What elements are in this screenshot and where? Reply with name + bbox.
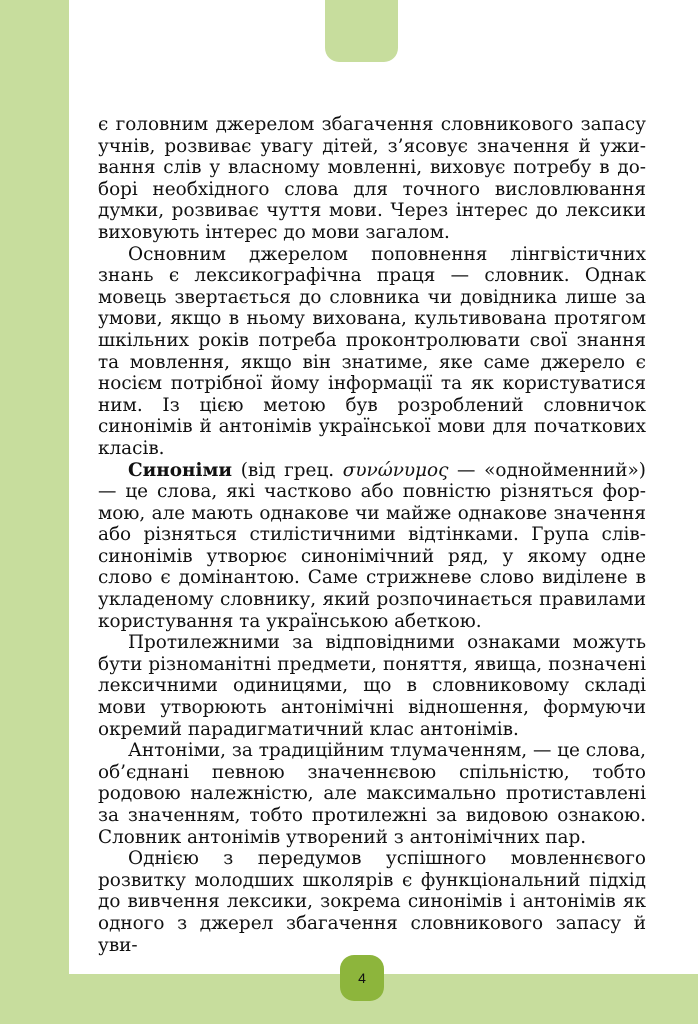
top-tab-decoration bbox=[325, 0, 398, 62]
body-text bbox=[98, 114, 646, 956]
paragraph-synonyms bbox=[98, 460, 646, 633]
term-synonyms: Синоніми bbox=[128, 459, 233, 481]
paragraph-opposites: Протилежними за відповідними ознаками можуть бути різноманітні предмети, поняття, явища, позначені лексичними одиницями, що в словниковому складі мови утворюють антонімічні відношення, формуючи окремий парадигматичний клас антонімів. bbox=[98, 632, 646, 740]
paragraph-continuation: є головним джерелом збагачення словникового запасу учнів, розвиває увагу дітей, з’ясовує значення й уживання слів у власному мовленні, виховує потребу в доборі необхідного слова для точного висловлювання думки, розвиває чуття мови. Через інтерес до лексики виховують інтерес до мови загалом. bbox=[98, 114, 646, 243]
paragraph-dictionary: Основним джерелом поповнення лінгвістичних знань є лексикографічна праця — словник. Однак мовець звертається до словника чи довідника лише за умови, якщо в ньому вихована, культивована протягом шкільних років потреба проконтролювати свої знання та мовлення, якщо він знатиме, яке саме джерело є носієм потрібної йому інформації та як користуватися ним. Із цією метою був розроблений словничок синонімів й антонімів української мови для початкових класів. bbox=[98, 243, 646, 459]
etymology-prefix: (від грец. bbox=[232, 459, 343, 481]
paragraph-antonyms: Антоніми, за традиційним тлумаченням, — це слова, об’єднані певною значеннєвою спільністю, тобто родовою належністю, але максимально протиставлені за значенням, тобто протилежні за видовою ознакою. Словник антонімів утворений з антонімічних пар. bbox=[98, 740, 646, 848]
paragraph-development: Однією з передумов успішного мовленнєвого розвитку молодших школярів є функціональний підхід до вивчення лексики, зокрема синонімів і антонімів як одного з джерел збагачення словникового запасу й уви- bbox=[98, 848, 646, 956]
greek-word: συνώνυμος bbox=[342, 459, 449, 481]
page-number: 4 bbox=[340, 955, 384, 1001]
synonyms-definition: — «однойменний») — це слова, які частково або повністю різняться формою, але мають однакове чи майже однакове значення або різняться стилістичними відтінками. Група слів-синонімів утворює синонімічний ряд, у якому одне слово є домінантою. Саме стрижневе слово виділене в укладеному словнику, який розпочинається правилами користування та українською абеткою. bbox=[98, 459, 646, 632]
